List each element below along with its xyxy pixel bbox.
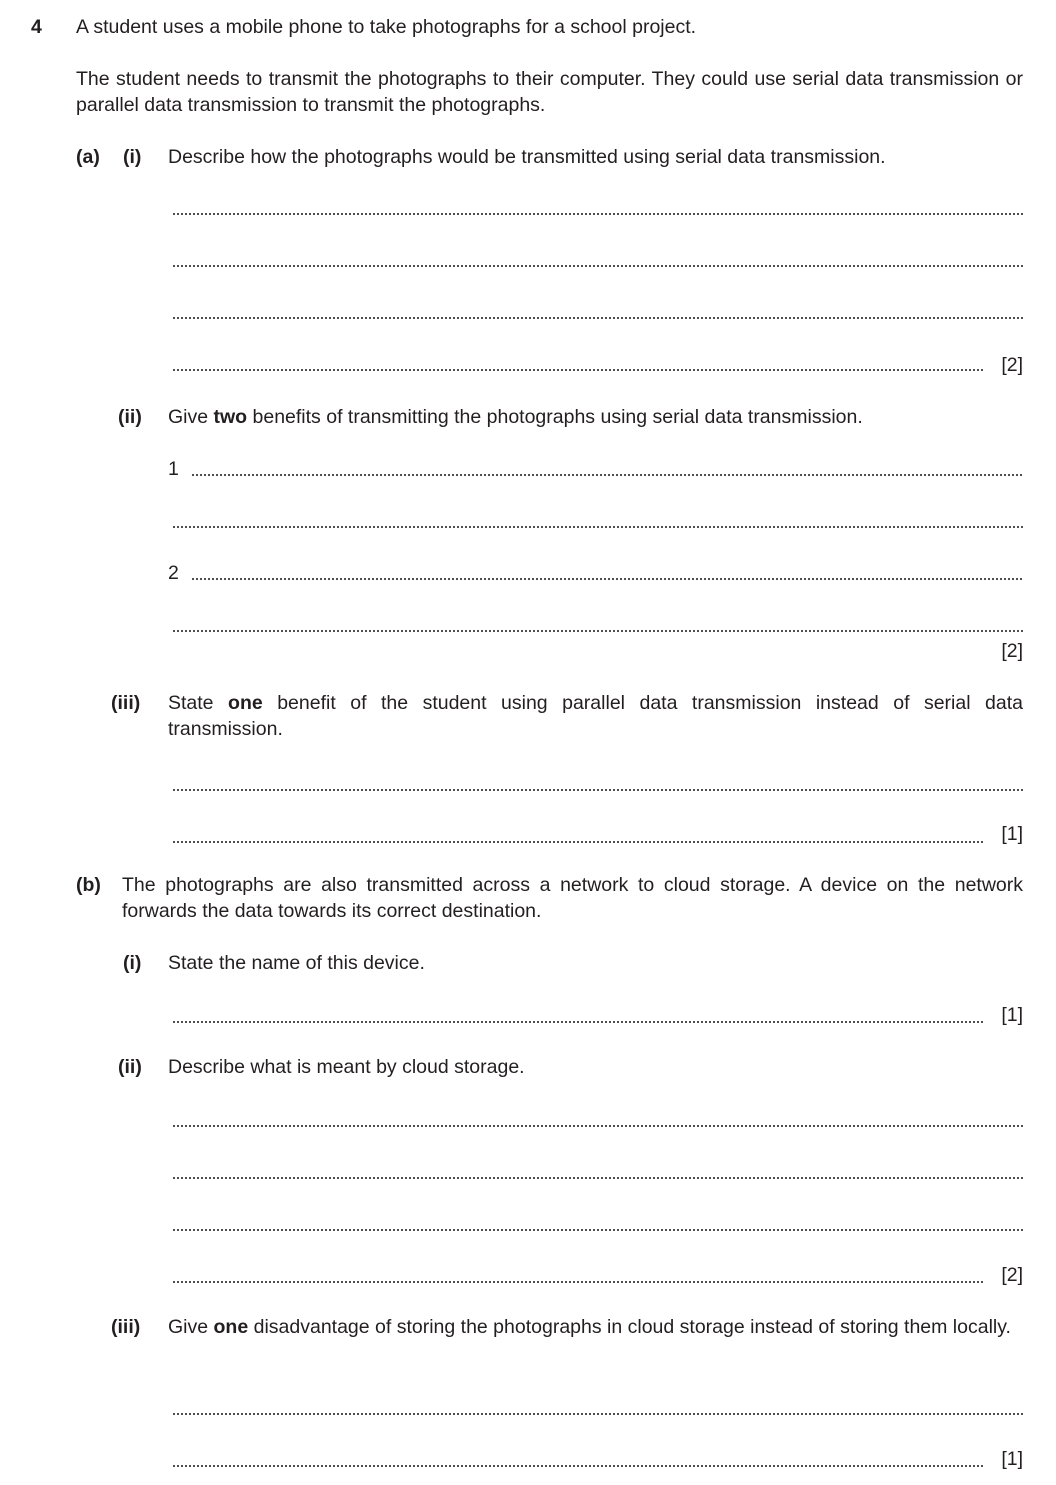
mark-allocation-b-i: [1] (1001, 1004, 1023, 1026)
answer-line-b-iii-1[interactable] (172, 1413, 1023, 1415)
part-b-iii-prompt: Give one disadvantage of storing the photographs in cloud storage instead of storing them locally. (168, 1316, 1011, 1338)
part-b-i-prompt: State the name of this device. (168, 952, 425, 974)
answer-item-number-1: 1 (168, 458, 179, 480)
part-a-ii-label: (ii) (118, 406, 142, 428)
question-context: The student needs to transmit the photographs to their computer. They could use serial data transmission or parallel data transmission to transmit the photographs. (76, 68, 1023, 116)
mark-allocation-b-ii: [2] (1001, 1264, 1023, 1286)
part-a-i-label: (i) (123, 146, 142, 168)
question-number: 4 (31, 16, 42, 38)
answer-line-b-ii-4[interactable] (172, 1281, 984, 1283)
part-a-iii-label: (iii) (111, 692, 141, 714)
answer-line-b-ii-3[interactable] (172, 1229, 1023, 1231)
answer-line-a-i-3[interactable] (172, 317, 1023, 319)
mark-allocation-b-iii: [1] (1001, 1448, 1023, 1470)
part-b-ii-prompt: Describe what is meant by cloud storage. (168, 1056, 525, 1078)
mark-allocation-a-iii: [1] (1001, 823, 1023, 845)
mark-allocation-a-ii: [2] (1001, 640, 1023, 662)
part-b-ii-label: (ii) (118, 1056, 142, 1078)
answer-line-a-i-1[interactable] (172, 213, 1023, 215)
answer-line-a-iii-2[interactable] (172, 841, 984, 843)
answer-line-a-ii-1a[interactable] (191, 474, 1023, 476)
answer-line-b-ii-2[interactable] (172, 1177, 1023, 1179)
answer-line-a-ii-2a[interactable] (191, 578, 1023, 580)
answer-line-a-iii-1[interactable] (172, 789, 1023, 791)
part-b-label: (b) (76, 874, 101, 896)
answer-line-b-i-1[interactable] (172, 1021, 984, 1023)
answer-line-a-ii-1b[interactable] (172, 526, 1023, 528)
part-a-label: (a) (76, 146, 100, 168)
part-a-ii-prompt: Give two benefits of transmitting the photographs using serial data transmission. (168, 406, 863, 428)
part-b-stem: The photographs are also transmitted across a network to cloud storage. A device on the network forwards the data towards its correct destination. (122, 874, 1023, 922)
part-a-i-prompt: Describe how the photographs would be transmitted using serial data transmission. (168, 146, 886, 168)
answer-line-a-ii-2b[interactable] (172, 630, 1023, 632)
mark-allocation-a-i: [2] (1001, 354, 1023, 376)
answer-line-a-i-4[interactable] (172, 369, 984, 371)
answer-line-b-ii-1[interactable] (172, 1125, 1023, 1127)
part-a-iii-prompt: State one benefit of the student using parallel data transmission instead of serial data transmission. (168, 692, 1024, 740)
answer-item-number-2: 2 (168, 562, 179, 584)
part-b-i-label: (i) (123, 952, 142, 974)
question-intro: A student uses a mobile phone to take photographs for a school project. (76, 16, 697, 38)
answer-line-b-iii-2[interactable] (172, 1465, 984, 1467)
answer-line-a-i-2[interactable] (172, 265, 1023, 267)
part-b-iii-label: (iii) (111, 1316, 141, 1338)
